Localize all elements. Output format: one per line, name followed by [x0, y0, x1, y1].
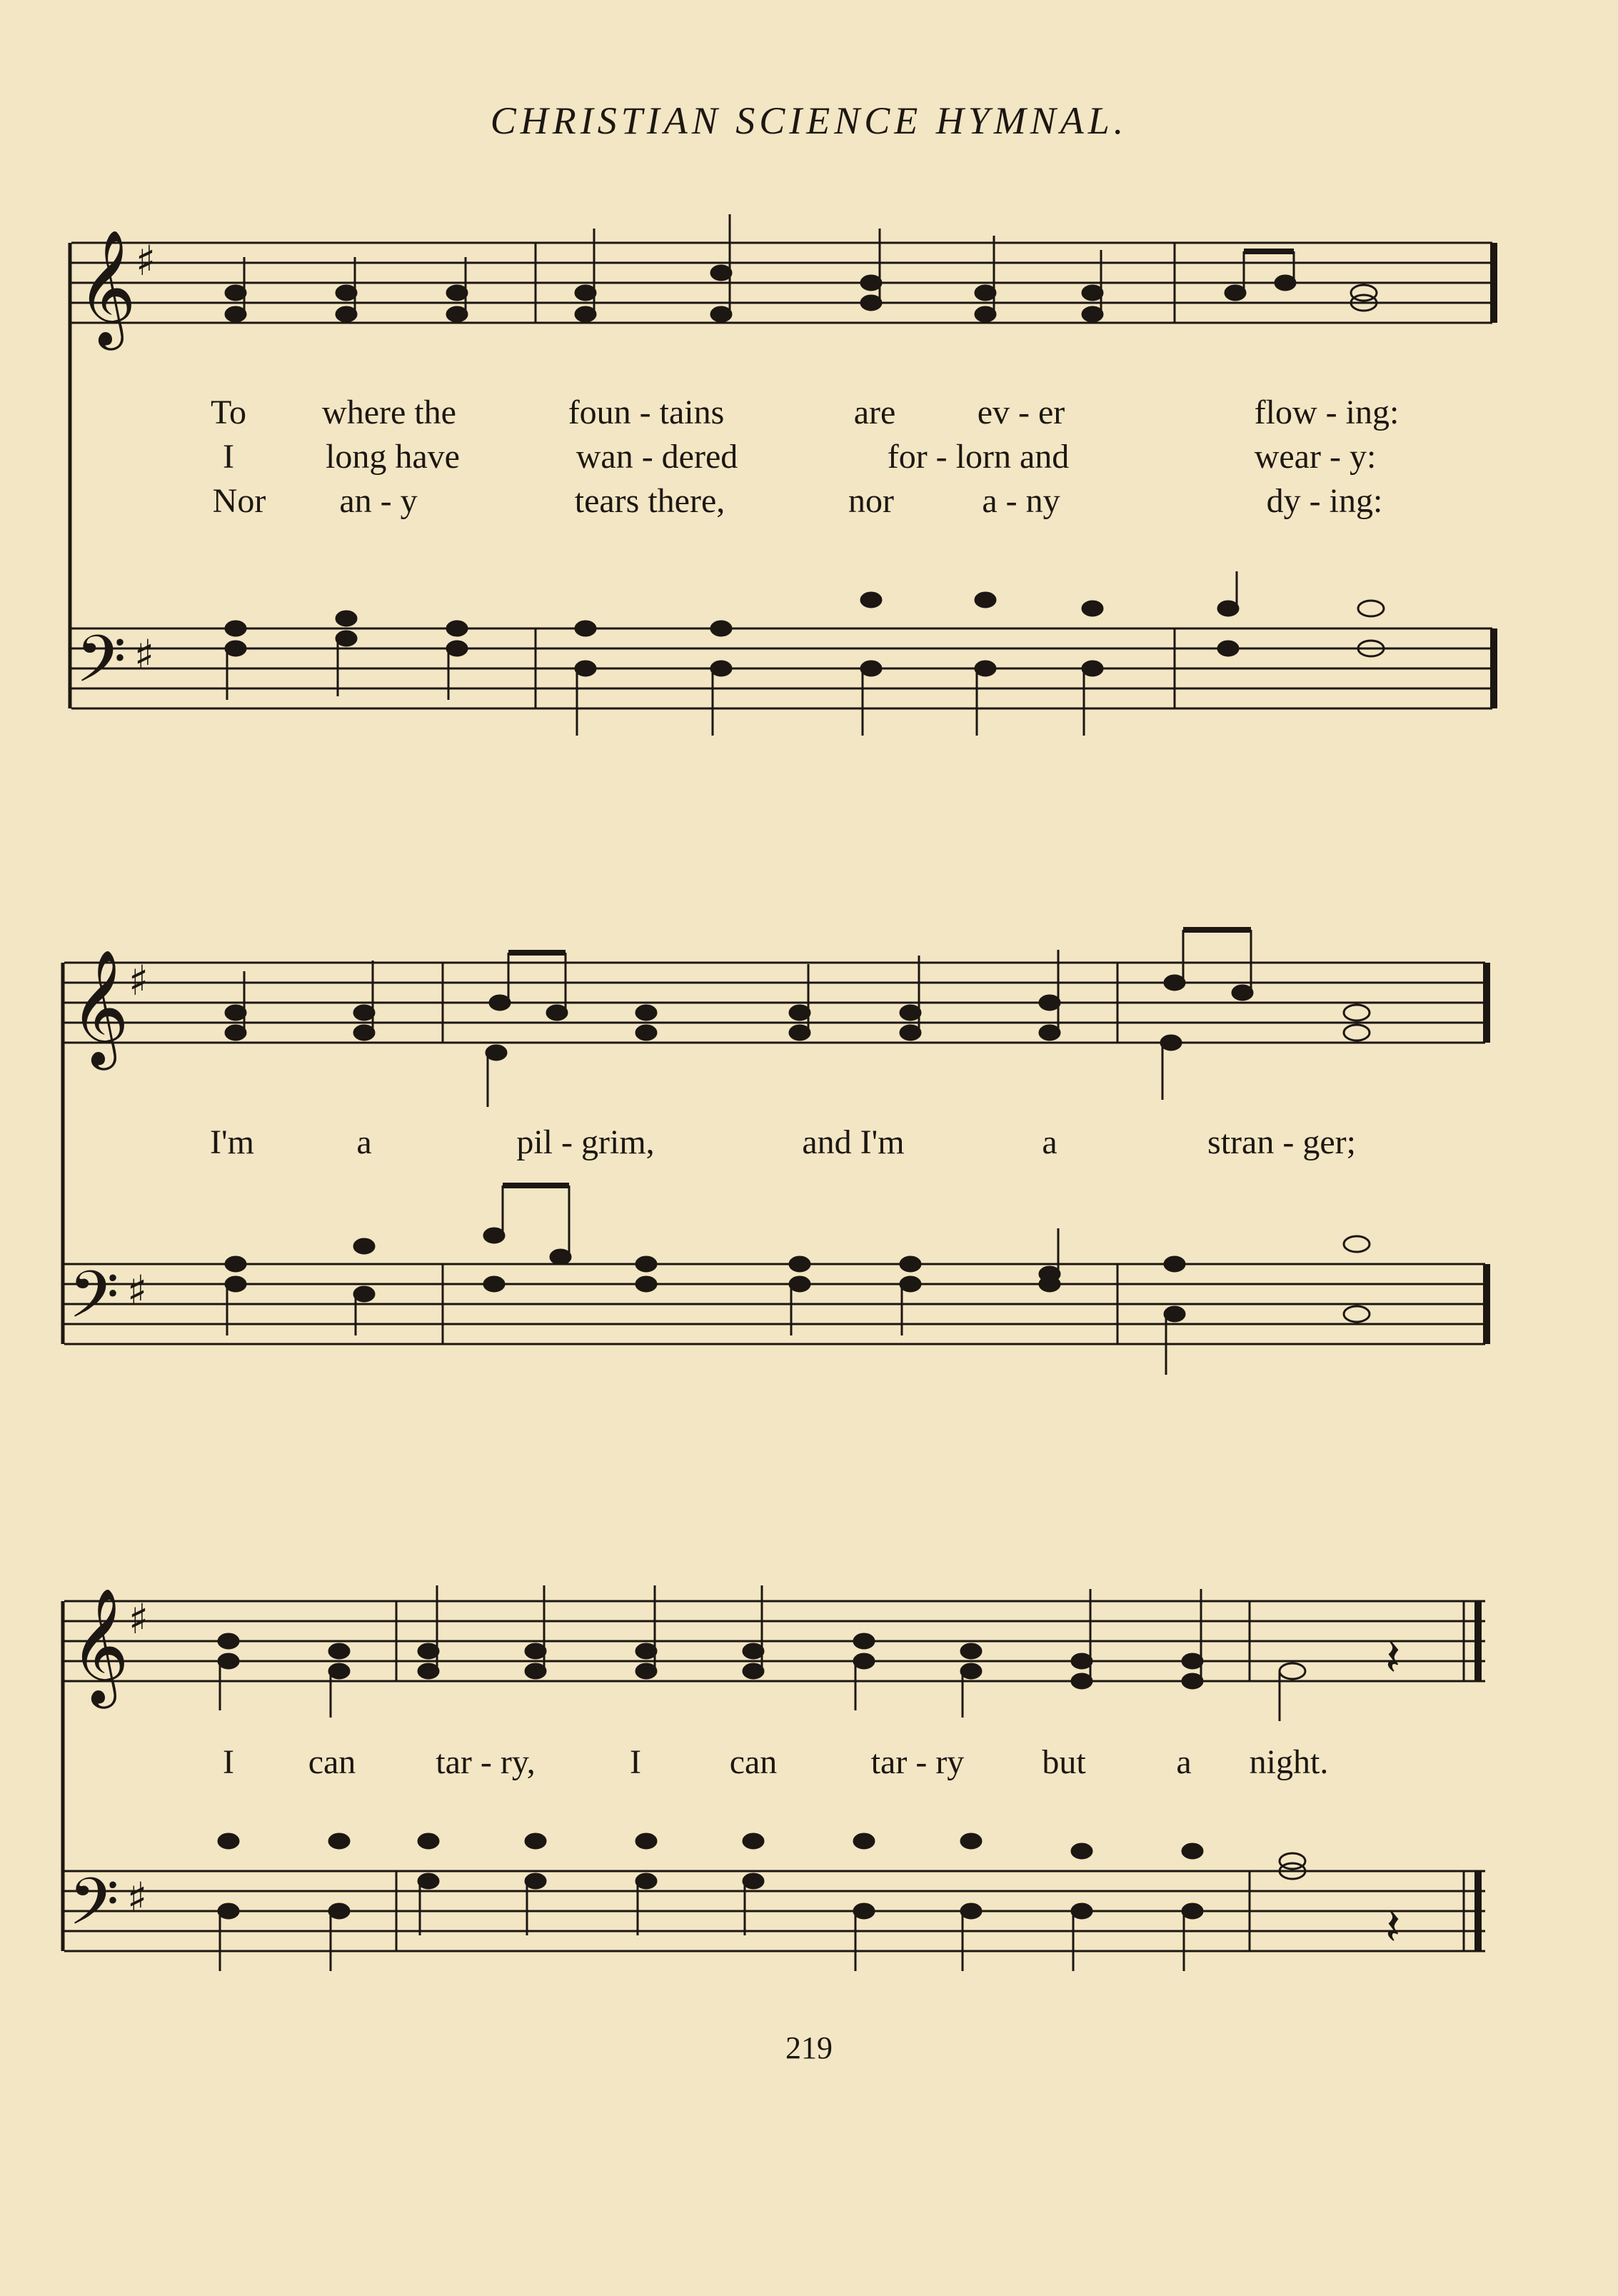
- bass-clef-icon: [69, 1864, 119, 1955]
- page-number: 219: [785, 2030, 833, 2065]
- quarter-rest-icon: [1385, 1628, 1400, 1687]
- lyric-syllable: tears there,: [574, 482, 725, 520]
- svg-text:𝄞: 𝄞: [70, 949, 129, 1066]
- lyric-syllable: for - lorn and: [887, 438, 1070, 476]
- lyric-syllable: a: [1042, 1123, 1057, 1161]
- lyric-syllable: are: [853, 393, 896, 431]
- lyric-syllable: pil - grim,: [516, 1123, 655, 1161]
- lyric-syllable: and I'm: [802, 1123, 905, 1161]
- lyric-syllable: Nor: [212, 482, 266, 520]
- quarter-rest-icon: [1385, 1898, 1400, 1956]
- sharp-icon: [127, 1873, 147, 1922]
- svg-text:♯: ♯: [127, 1266, 148, 1315]
- lyric-syllable: flow - ing:: [1254, 393, 1400, 431]
- lyric-syllable: a: [1176, 1743, 1192, 1781]
- svg-text:♯: ♯: [129, 956, 149, 1005]
- lyric-syllable: wan - dered: [576, 438, 738, 476]
- lyric-syllable: dy - ing:: [1266, 482, 1383, 520]
- svg-text:𝄢: 𝄢: [69, 1257, 119, 1348]
- lyric-syllable: wear - y:: [1254, 438, 1377, 476]
- lyric-syllable: stran - ger;: [1207, 1123, 1356, 1161]
- lyric-syllable: I: [223, 438, 234, 476]
- lyric-syllable: a - ny: [982, 482, 1060, 520]
- page-header: CHRISTIAN SCIENCE HYMNAL.: [490, 99, 1128, 142]
- svg-text:𝄢: 𝄢: [76, 621, 126, 713]
- lyric-syllable: a: [356, 1123, 372, 1161]
- lyric-syllable: tar - ry: [870, 1743, 965, 1781]
- treble-clef-icon: [70, 1588, 129, 1709]
- lyric-syllable: foun - tains: [568, 393, 725, 431]
- lyric-syllable: ev - er: [977, 393, 1065, 431]
- lyric-syllable: long have: [326, 438, 460, 476]
- sharp-icon: [129, 1595, 149, 1643]
- lyric-row-verse-1: [0, 1743, 1618, 1785]
- lyric-syllable: can: [729, 1743, 778, 1781]
- svg-text:𝄽: 𝄽: [1385, 1628, 1401, 1687]
- svg-text:𝄽: 𝄽: [1385, 1898, 1401, 1956]
- svg-text:♯: ♯: [129, 1595, 149, 1643]
- lyric-syllable: nor: [848, 482, 894, 520]
- lyric-syllable: To: [211, 393, 246, 431]
- lyric-syllable: night.: [1249, 1743, 1329, 1781]
- svg-text:♯: ♯: [127, 1873, 148, 1922]
- lyric-syllable: I: [223, 1743, 234, 1781]
- svg-text:𝄢: 𝄢: [69, 1864, 119, 1955]
- lyric-syllable: I: [630, 1743, 641, 1781]
- svg-text:♯: ♯: [136, 236, 156, 285]
- lyric-syllable: where the: [322, 393, 456, 431]
- svg-text:𝄞: 𝄞: [70, 1588, 129, 1704]
- lyric-syllable: but: [1042, 1743, 1086, 1781]
- lyric-syllable: an - y: [339, 482, 418, 520]
- svg-text:𝄞: 𝄞: [77, 229, 136, 346]
- lyric-syllable: I'm: [210, 1123, 254, 1161]
- lyric-syllable: can: [308, 1743, 356, 1781]
- svg-text:♯: ♯: [134, 631, 155, 679]
- lyric-syllable: tar - ry,: [436, 1743, 536, 1781]
